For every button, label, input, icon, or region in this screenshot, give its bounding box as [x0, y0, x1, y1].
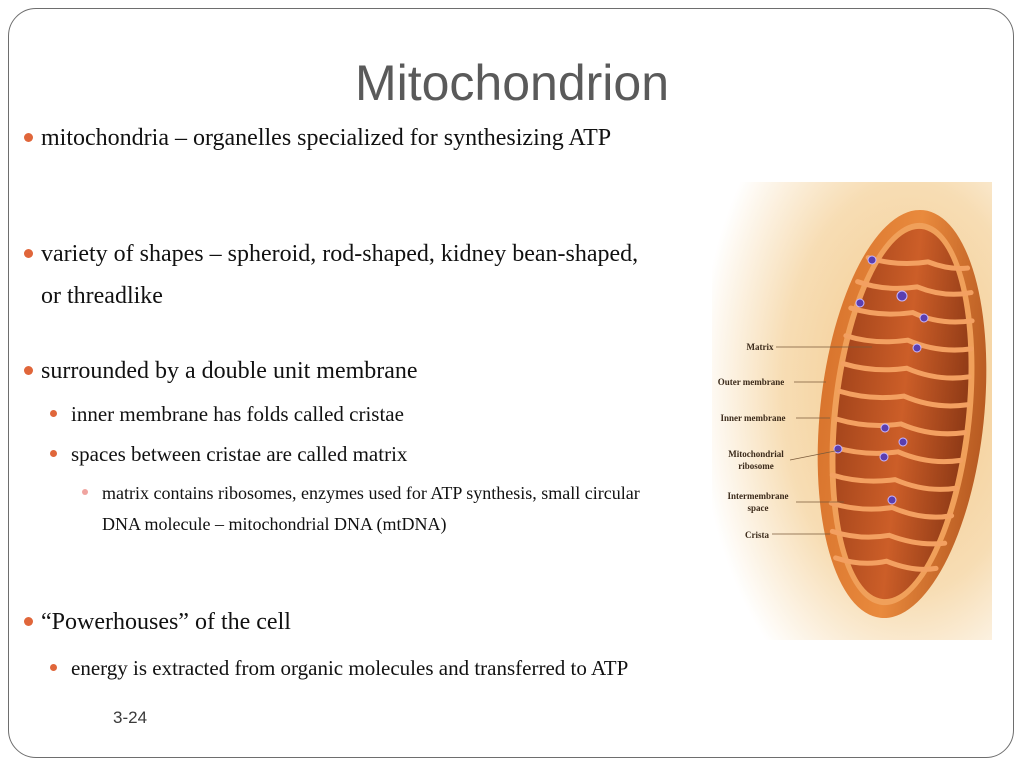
bullet-dot-icon	[50, 664, 57, 671]
bullet-item	[24, 601, 644, 643]
label-mitochondrial-ribosome	[714, 448, 798, 472]
label-line: ribosome	[738, 461, 774, 471]
mitochondrion-illustration-icon	[712, 182, 992, 640]
sub-bullet-item	[50, 649, 650, 687]
bullet-dot-icon	[50, 450, 57, 457]
bullet-text: spaces between cristae are called matrix	[71, 442, 408, 466]
label-line: Intermembrane	[727, 491, 789, 501]
label-matrix: Matrix	[746, 342, 774, 352]
bullet-dot-icon	[24, 617, 33, 626]
label-line: space	[747, 503, 769, 513]
bullet-dot-icon	[24, 366, 33, 375]
slide-number: 3-24	[113, 708, 148, 727]
bullet-item	[24, 117, 644, 159]
bullet-dot-icon	[50, 410, 57, 417]
sub-bullet-item	[50, 435, 650, 473]
bullet-text: “Powerhouses” of the cell	[41, 609, 291, 635]
bullet-dot-icon	[82, 489, 88, 495]
label-outer-membrane: Outer membrane	[717, 377, 785, 387]
bullet-text: energy is extracted from organic molecules and transferred to ATP	[71, 656, 629, 680]
bullet-dot-icon	[24, 249, 33, 258]
bullet-text: matrix contains ribosomes, enzymes used for ATP synthesis, small circular DNA molecule – mitochondrial DNA (mtDNA)	[102, 483, 640, 534]
slide-title: Mitochondrion	[354, 55, 670, 111]
bullet-text: variety of shapes – spheroid, rod-shaped, kidney bean-shaped, or threadlike	[41, 241, 639, 309]
bullet-text: inner membrane has folds called cristae	[71, 402, 404, 426]
label-intermembrane-space	[714, 490, 802, 514]
mitochondrion-figure	[712, 182, 992, 640]
sub-bullet-item	[50, 395, 650, 433]
sub-sub-bullet-item	[82, 478, 642, 540]
label-line: Mitochondrial	[728, 449, 784, 459]
bullet-text: mitochondria – organelles specialized for synthesizing ATP	[41, 125, 612, 151]
bullet-item	[24, 350, 644, 392]
bullet-text: surrounded by a double unit membrane	[41, 358, 418, 384]
bullet-item	[24, 233, 644, 317]
bullet-dot-icon	[24, 133, 33, 142]
label-crista: Crista	[745, 530, 769, 540]
label-inner-membrane: Inner membrane	[720, 413, 786, 423]
